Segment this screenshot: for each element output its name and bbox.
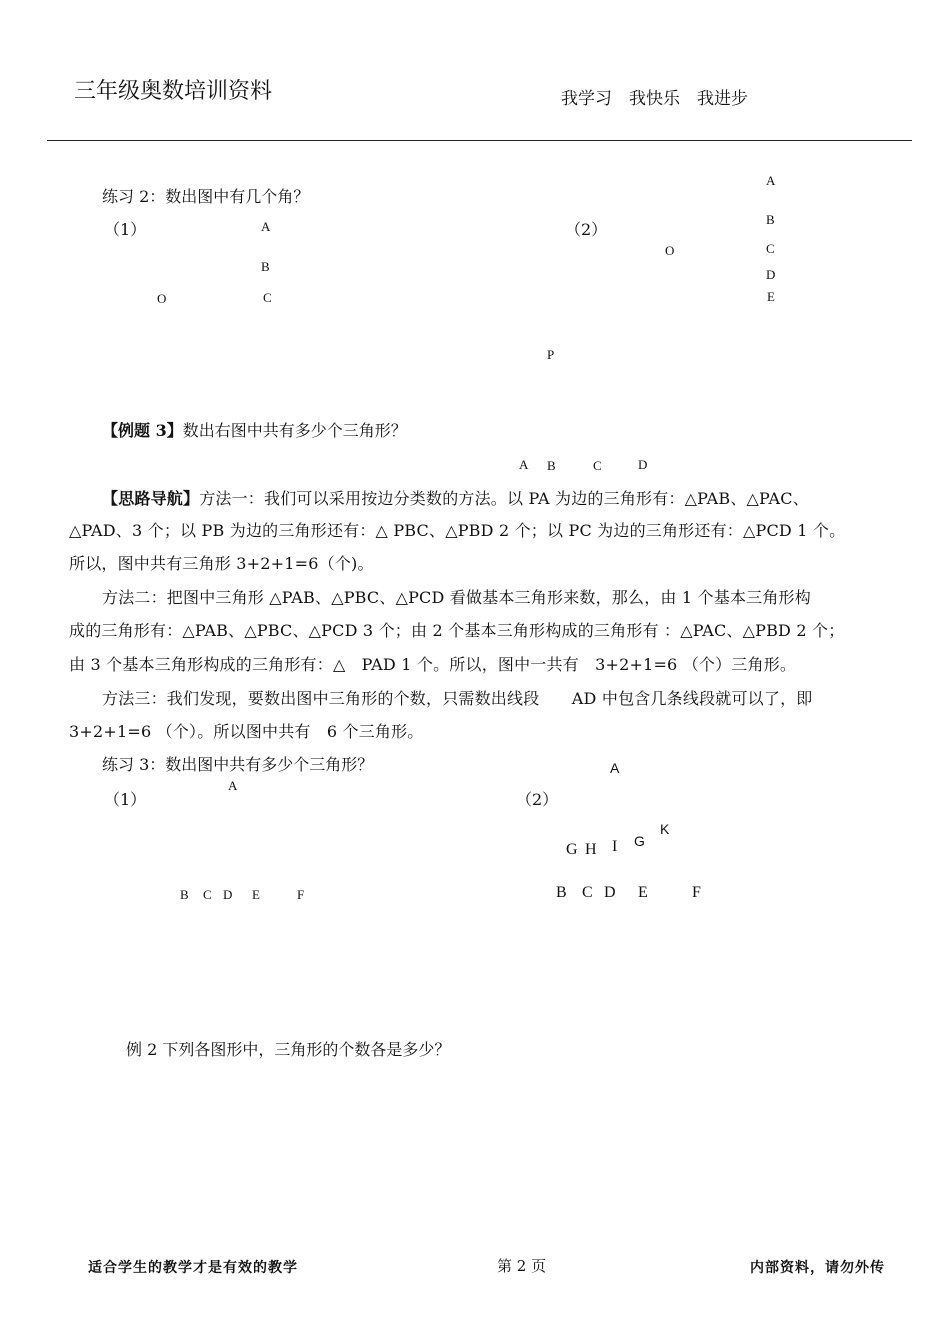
example3-point-d: D — [638, 457, 648, 472]
practice2-fig2-point-p: P — [547, 347, 555, 362]
practice2-fig2-point-d: D — [766, 267, 776, 282]
example3-line-5: 成的三角形有：△PAB、△PBC、△PCD 3 个；由 2 个基本三角形构成的三角形有 ：△PAC、△PBD 2 个； — [69, 621, 845, 640]
example3-line-7: 方法三：我们发现，要数出图中三角形的个数，只需数出线段 AD 中包含几条线段就可以了，即 — [102, 689, 813, 708]
practice3-fig2-point-c: C — [582, 884, 593, 901]
practice3-fig2-point-e: E — [638, 884, 648, 901]
example3-line-2: △PAD、3 个；以 PB 为边的三角形还有：△ PBC、△PBD 2 个；以 PC 为边的三角形还有：△PCD 1 个。 — [69, 521, 846, 540]
practice3-fig2-point-h: H — [585, 841, 597, 858]
header-motto: 我学习 我快乐 我进步 — [561, 89, 748, 109]
practice3-fig2-point-f: F — [692, 884, 701, 901]
practice3-fig1-point-d: D — [223, 887, 233, 902]
practice3-fig1-point-a: A — [228, 778, 238, 793]
example3-line-3: 所以，图中共有三角形 3+2+1=6（个)。 — [69, 554, 374, 573]
practice3-fig2-point-k: K — [660, 821, 670, 837]
example3-line-1 — [102, 486, 809, 509]
practice3-fig2-point-g: G — [566, 841, 578, 858]
practice3-fig1-label: （1） — [104, 790, 147, 809]
example3-title-bracket: 【例题 3】 — [102, 421, 183, 440]
practice2-fig2-point-a: A — [766, 173, 776, 188]
practice2-fig2-point-o: O — [665, 243, 675, 258]
practice2-fig1-point-b: B — [261, 259, 270, 274]
practice3-fig1-point-c: C — [203, 887, 212, 902]
practice3-fig1-point-e: E — [252, 887, 260, 902]
example3-title — [102, 418, 407, 441]
practice2-fig1-point-o: O — [157, 291, 167, 306]
example3-title-text: 数出右图中共有多少个三角形？ — [182, 421, 407, 440]
practice2-fig2-point-e: E — [767, 289, 775, 304]
practice2-fig2-point-b: B — [766, 212, 775, 227]
example3-line-4: 方法二：把图中三角形 △PAB、△PBC、△PCD 看做基本三角形来数，那么，由 1 个基本三角形构 — [102, 588, 811, 607]
example2-question: 例 2 下列各图形中，三角形的个数各是多少？ — [126, 1040, 451, 1059]
document-title: 三年级奥数培训资料 — [74, 79, 273, 104]
practice2-fig1-point-a: A — [261, 219, 271, 234]
practice2-fig1-point-c: C — [263, 290, 272, 305]
page-number: 第 2 页 — [497, 1257, 547, 1275]
practice3-fig2-point-b: B — [556, 884, 567, 901]
practice3-fig2-point-i: I — [612, 838, 618, 855]
header-divider — [47, 140, 912, 141]
practice3-fig2-point-g2: G — [634, 833, 645, 849]
example3-point-b: B — [547, 458, 556, 473]
practice3-fig2-label: （2） — [516, 790, 559, 809]
footer-right: 内部资料，请勿外传 — [750, 1260, 885, 1276]
practice3-fig2-point-a: A — [610, 760, 620, 776]
practice2-fig1-label: （1） — [104, 220, 147, 239]
guide-text-1: 方法一：我们可以采用按边分类数的方法。以 PA 为边的三角形有：△PAB、△PAC、 — [199, 489, 809, 508]
practice3-question: 练习 3：数出图中共有多少个三角形？ — [102, 755, 374, 774]
practice2-fig2-label: （2） — [565, 220, 608, 239]
example3-line-6: 由 3 个基本三角形构成的三角形有：△ PAD 1 个。所以，图中一共有 3+2+1=6 （个）三角形。 — [69, 655, 797, 674]
practice2-fig2-point-c: C — [766, 241, 775, 256]
example3-point-a: A — [519, 457, 529, 472]
example3-line-8: 3+2+1=6 （个）。所以图中共有 6 个三角形。 — [69, 722, 424, 741]
footer-left: 适合学生的教学才是有效的教学 — [88, 1260, 298, 1276]
example3-point-c: C — [593, 458, 602, 473]
practice3-fig1-point-f: F — [297, 887, 305, 902]
practice3-fig2-point-d: D — [604, 884, 616, 901]
guide-bracket: 【思路导航】 — [102, 489, 200, 508]
practice3-fig1-point-b: B — [180, 887, 189, 902]
practice2-question: 练习 2：数出图中有几个角？ — [102, 187, 310, 206]
